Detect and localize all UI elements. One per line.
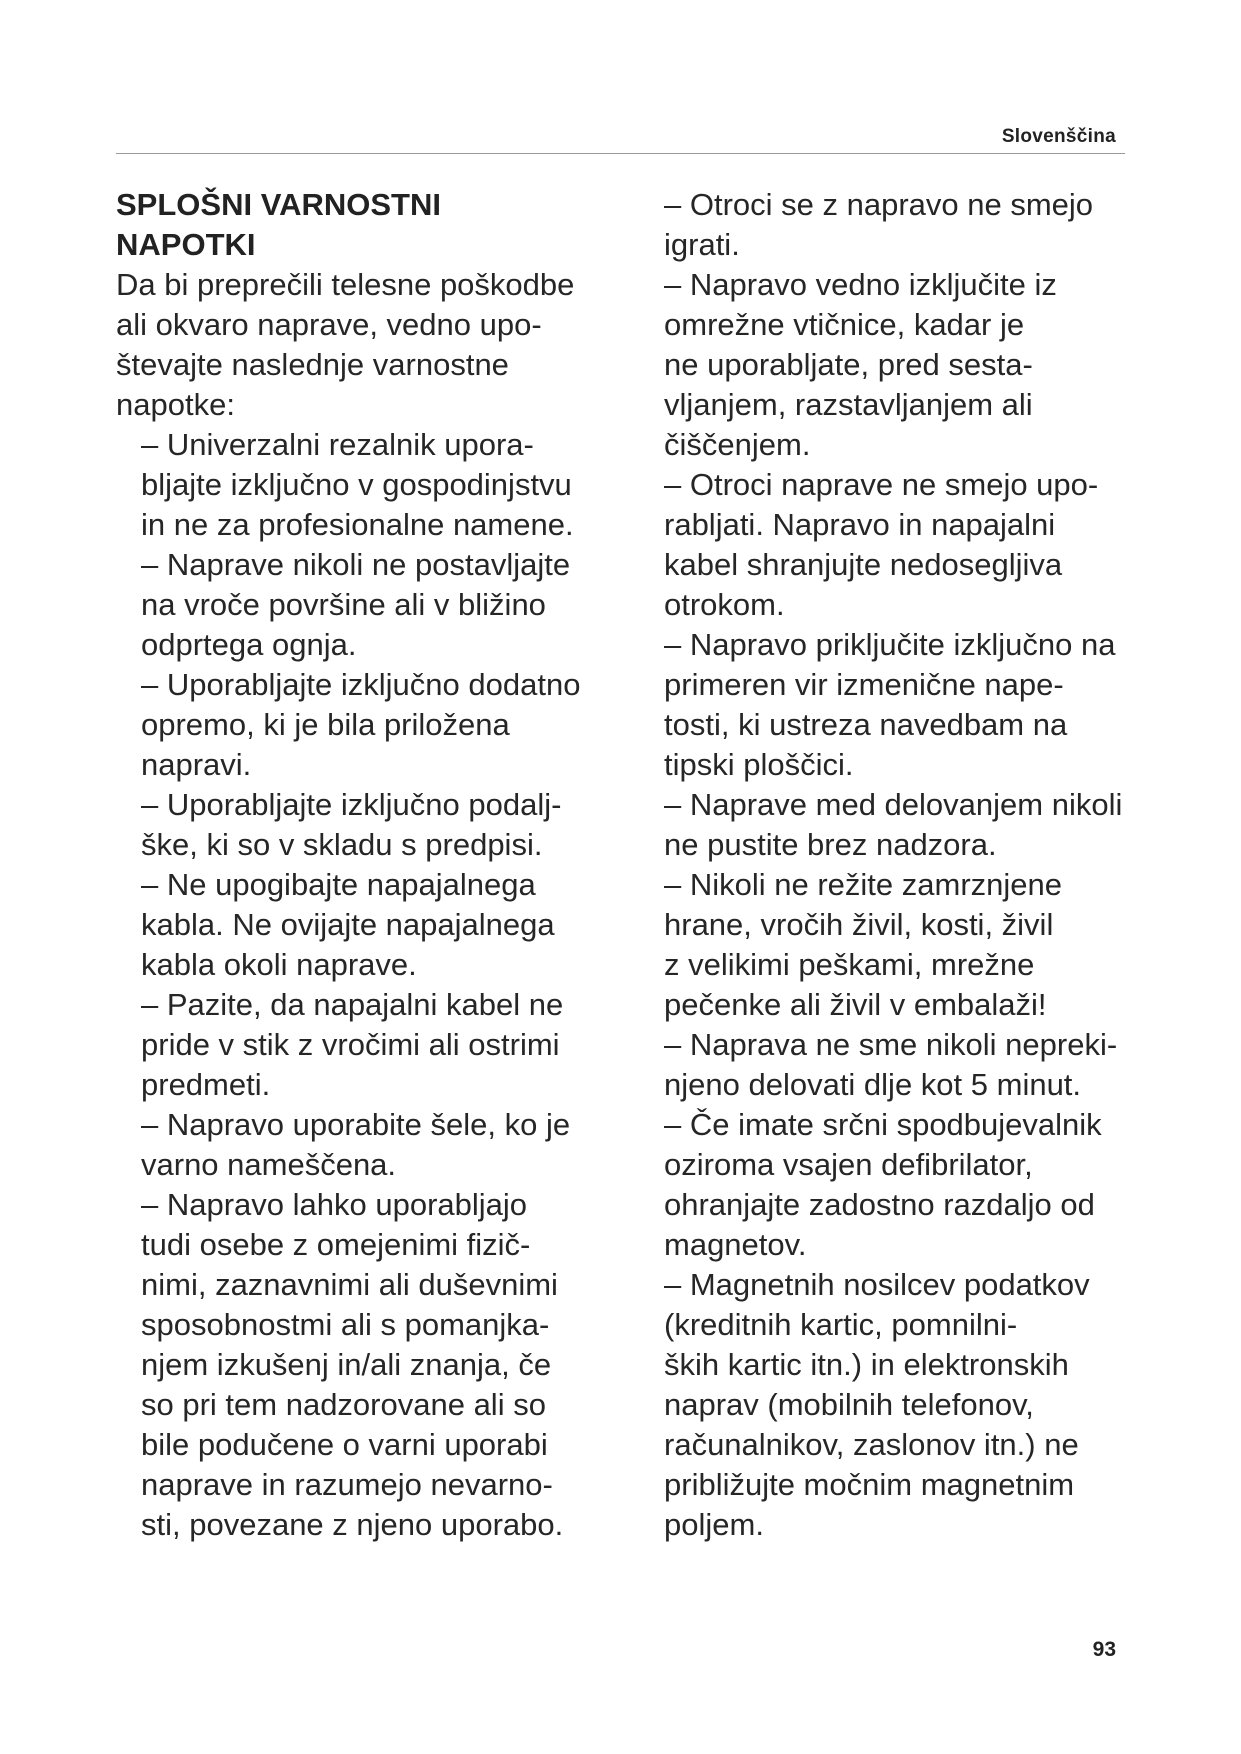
item-line: ških kartic itn.) in elektronskih [664,1347,1069,1382]
item-line: rabljati. Napravo in napajalni [664,507,1056,542]
safety-item [664,185,1184,265]
item-line: naprave in razumejo nevarno- [141,1467,553,1502]
item-line: sti, povezane z njeno uporabo. [141,1507,564,1542]
item-line: nimi, zaznavnimi ali duševnimi [141,1267,558,1302]
item-line: njeno delovati dlje kot 5 minut. [664,1067,1082,1102]
item-line: kabla okoli naprave. [141,947,417,982]
item-line: hrane, vročih živil, kosti, živil [664,907,1054,942]
section-heading [116,185,636,265]
item-line: ne uporabljate, pred sesta- [664,347,1033,382]
item-line: kabla. Ne ovijajte napajalnega [141,907,555,942]
safety-item [141,865,636,985]
item-line: in ne za profesionalne namene. [141,507,574,542]
item-line: – Uporabljajte izključno podalj- [141,787,562,822]
header-language-label: Slovenščina [1001,126,1116,147]
item-line: računalnikov, zaslonov itn.) ne [664,1427,1079,1462]
safety-item [141,425,636,545]
safety-item [664,865,1184,1025]
safety-item [141,665,636,785]
intro-paragraph [116,265,636,425]
heading-line: NAPOTKI [116,227,256,262]
item-line: poljem. [664,1507,764,1542]
item-line: na vroče površine ali v bližino [141,587,546,622]
heading-line: SPLOŠNI VARNOSTNI [116,187,441,222]
item-line: napravi. [141,747,252,782]
item-line: kabel shranjujte nedosegljiva [664,547,1063,582]
item-line: oziroma vsajen defibrilator, [664,1147,1033,1182]
item-line: vljanjem, razstavljanjem ali [664,387,1033,422]
item-line: bljajte izključno v gospodinjstvu [141,467,572,502]
safety-item [141,1185,636,1545]
item-line: čiščenjem. [664,427,811,462]
item-line: tosti, ki ustreza navedbam na [664,707,1068,742]
item-line: so pri tem nadzorovane ali so [141,1387,546,1422]
safety-item [141,1105,636,1185]
safety-item [664,1265,1184,1545]
item-line: – Napravo priključite izključno na [664,627,1116,662]
intro-line: ali okvaro naprave, vedno upo- [116,307,542,342]
item-line: – Naprave nikoli ne postavljajte [141,547,571,582]
item-line: tipski ploščici. [664,747,854,782]
item-line: – Uporabljajte izključno dodatno [141,667,581,702]
left-column [116,185,636,1545]
item-line: – Napravo uporabite šele, ko je [141,1107,571,1142]
item-line: sposobnostmi ali s pomanjka- [141,1307,550,1342]
item-line: bile podučene o varni uporabi [141,1427,548,1462]
item-line: varno nameščena. [141,1147,397,1182]
safety-item [141,985,636,1105]
item-line: otrokom. [664,587,785,622]
left-safety-list [116,425,636,1545]
item-line: ohranjajte zadostno razdaljo od [664,1187,1095,1222]
intro-line: napotke: [116,387,235,422]
item-line: – Magnetnih nosilcev podatkov [664,1267,1090,1302]
item-line: – Napravo vedno izključite iz [664,267,1057,302]
item-line: omrežne vtičnice, kadar je [664,307,1025,342]
item-line: približujte močnim magnetnim [664,1467,1075,1502]
intro-line: števajte naslednje varnostne [116,347,509,382]
item-line: – Ne upogibajte napajalnega [141,867,536,902]
item-line: naprav (mobilnih telefonov, [664,1387,1034,1422]
header-divider [116,153,1125,154]
page-number: 93 [1092,1638,1116,1661]
item-line: predmeti. [141,1067,271,1102]
item-line: – Naprava ne sme nikoli nepreki- [664,1027,1118,1062]
item-line: – Naprave med delovanjem nikoli [664,787,1123,822]
intro-line: Da bi preprečili telesne poškodbe [116,267,575,302]
safety-item [664,465,1184,625]
item-line: magnetov. [664,1227,807,1262]
item-line: – Nikoli ne režite zamrznjene [664,867,1063,902]
item-line: ške, ki so v skladu s predpisi. [141,827,543,862]
safety-item [664,1025,1184,1105]
safety-item [664,625,1184,785]
item-line: – Pazite, da napajalni kabel ne [141,987,564,1022]
item-line: – Če imate srčni spodbujevalnik [664,1107,1102,1142]
item-line: ne pustite brez nadzora. [664,827,997,862]
item-line: (kreditnih kartic, pomnilni- [664,1307,1018,1342]
right-column [664,185,1184,1545]
safety-item [664,265,1184,465]
item-line: – Napravo lahko uporabljajo [141,1187,528,1222]
safety-item [664,1105,1184,1265]
safety-item [664,785,1184,865]
item-line: opremo, ki je bila priložena [141,707,510,742]
item-line: njem izkušenj in/ali znanja, če [141,1347,552,1382]
item-line: z velikimi peškami, mrežne [664,947,1035,982]
item-line: odprtega ognja. [141,627,357,662]
safety-item [141,785,636,865]
item-line: pečenke ali živil v embalaži! [664,987,1047,1022]
safety-item [141,545,636,665]
item-line: tudi osebe z omejenimi fizič- [141,1227,531,1262]
item-line: igrati. [664,227,740,262]
item-line: – Otroci se z napravo ne smejo [664,187,1094,222]
item-line: – Univerzalni rezalnik upora- [141,427,534,462]
item-line: primeren vir izmenične nape- [664,667,1064,702]
item-line: – Otroci naprave ne smejo upo- [664,467,1099,502]
item-line: pride v stik z vročimi ali ostrimi [141,1027,560,1062]
